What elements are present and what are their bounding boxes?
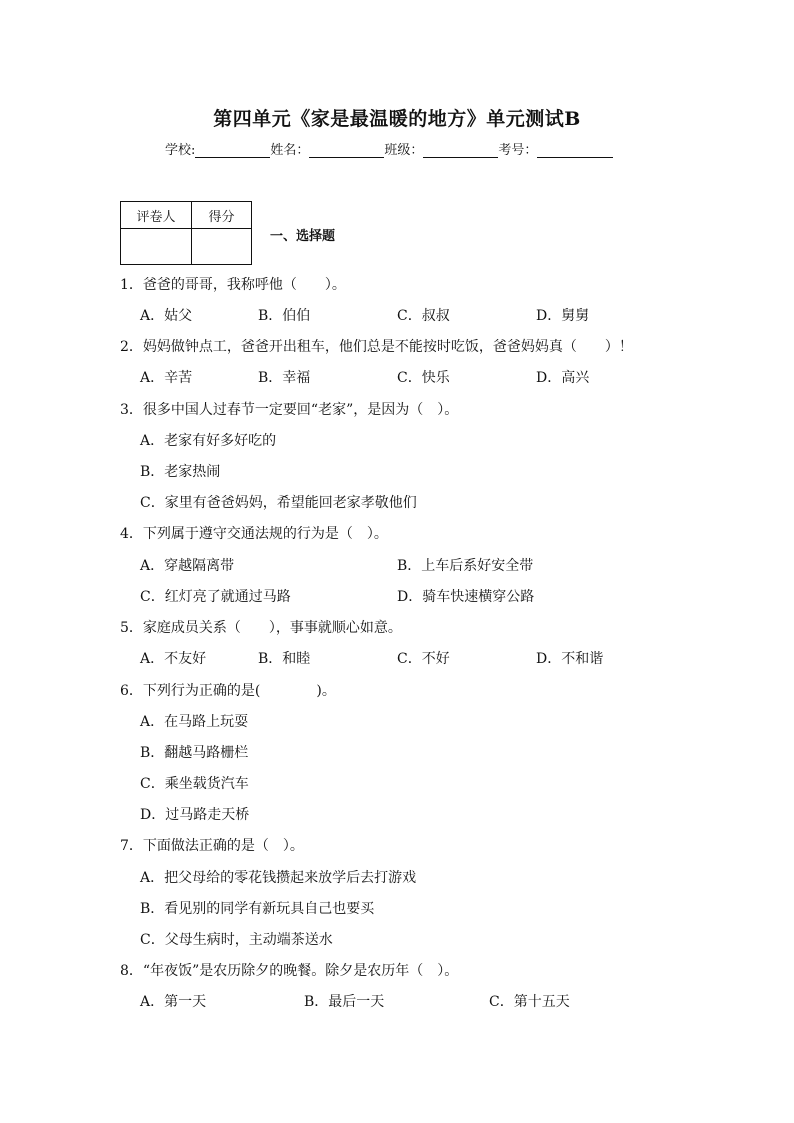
score-table (120, 201, 252, 265)
question-stem: 6．下列行为正确的是( )。 (120, 683, 336, 699)
question-stem: 4．下列属于遵守交通法规的行为是（ ）。 (120, 526, 388, 542)
grader-cell[interactable] (121, 229, 192, 265)
score-header: 得分 (192, 202, 252, 229)
page-title: 第四单元《家是最温暖的地方》单元测试B (213, 108, 581, 130)
option[interactable]: A．不友好 (140, 651, 207, 667)
class-label: 班级： (384, 143, 424, 158)
option[interactable]: A．把父母给的零花钱攒起来放学后去打游戏 (140, 870, 417, 886)
option[interactable]: B．最后一天 (304, 994, 385, 1010)
student-info-line (165, 139, 635, 158)
option[interactable]: C．不好 (397, 651, 450, 667)
option[interactable]: C．乘坐载货汽车 (140, 776, 249, 792)
option[interactable]: B．伯伯 (258, 308, 311, 324)
option[interactable]: D．骑车快速横穿公路 (397, 589, 535, 605)
question-stem: 3．很多中国人过春节一定要回“老家”，是因为（ ）。 (120, 402, 459, 418)
section-heading: 一、选择题 (270, 229, 336, 244)
question-stem: 7．下面做法正确的是（ ）。 (120, 838, 304, 854)
option[interactable]: D．过马路走天桥 (140, 807, 250, 823)
question-stem: 1．爸爸的哥哥，我称呼他（ ）。 (120, 277, 346, 293)
option[interactable]: B．看见别的同学有新玩具自己也要买 (140, 901, 375, 917)
option[interactable]: C．叔叔 (397, 308, 450, 324)
option[interactable]: C．家里有爸爸妈妈，希望能回老家孝敬他们 (140, 495, 417, 511)
option[interactable]: B．老家热闹 (140, 464, 221, 480)
exam-number-label: 考号： (498, 143, 538, 158)
question-stem: 5．家庭成员关系（ ），事事就顺心如意。 (120, 620, 402, 636)
class-blank[interactable] (423, 143, 498, 158)
option[interactable]: A．姑父 (140, 308, 193, 324)
option[interactable]: A．老家有好多好吃的 (140, 433, 277, 449)
option[interactable]: D．舅舅 (536, 308, 590, 324)
option[interactable]: D．不和谐 (536, 651, 604, 667)
option[interactable]: A．穿越隔离带 (140, 558, 235, 574)
name-label: 姓名： (270, 143, 310, 158)
question-stem: 8．“年夜饭”是农历除夕的晚餐。除夕是农历年（ ）。 (120, 963, 459, 979)
school-label: 学校: (165, 143, 196, 158)
option[interactable]: D．高兴 (536, 370, 590, 386)
option[interactable]: A．辛苦 (140, 370, 193, 386)
option[interactable]: B．和睦 (258, 651, 311, 667)
exam-number-blank[interactable] (537, 143, 613, 158)
option[interactable]: B．翻越马路栅栏 (140, 745, 249, 761)
grader-header: 评卷人 (121, 202, 192, 229)
option[interactable]: A．在马路上玩耍 (140, 714, 249, 730)
option[interactable]: C．快乐 (397, 370, 450, 386)
question-stem: 2．妈妈做钟点工，爸爸开出租车，他们总是不能按时吃饭，爸爸妈妈真（ ）！ (120, 339, 633, 355)
option[interactable]: B．幸福 (258, 370, 311, 386)
school-blank[interactable] (195, 143, 270, 158)
option[interactable]: B．上车后系好安全带 (397, 558, 534, 574)
score-cell[interactable] (192, 229, 252, 265)
name-blank[interactable] (309, 143, 384, 158)
option[interactable]: C．第十五天 (489, 994, 570, 1010)
option[interactable]: C．红灯亮了就通过马路 (140, 589, 291, 605)
option[interactable]: A．第一天 (140, 994, 207, 1010)
option[interactable]: C．父母生病时，主动端茶送水 (140, 932, 333, 948)
